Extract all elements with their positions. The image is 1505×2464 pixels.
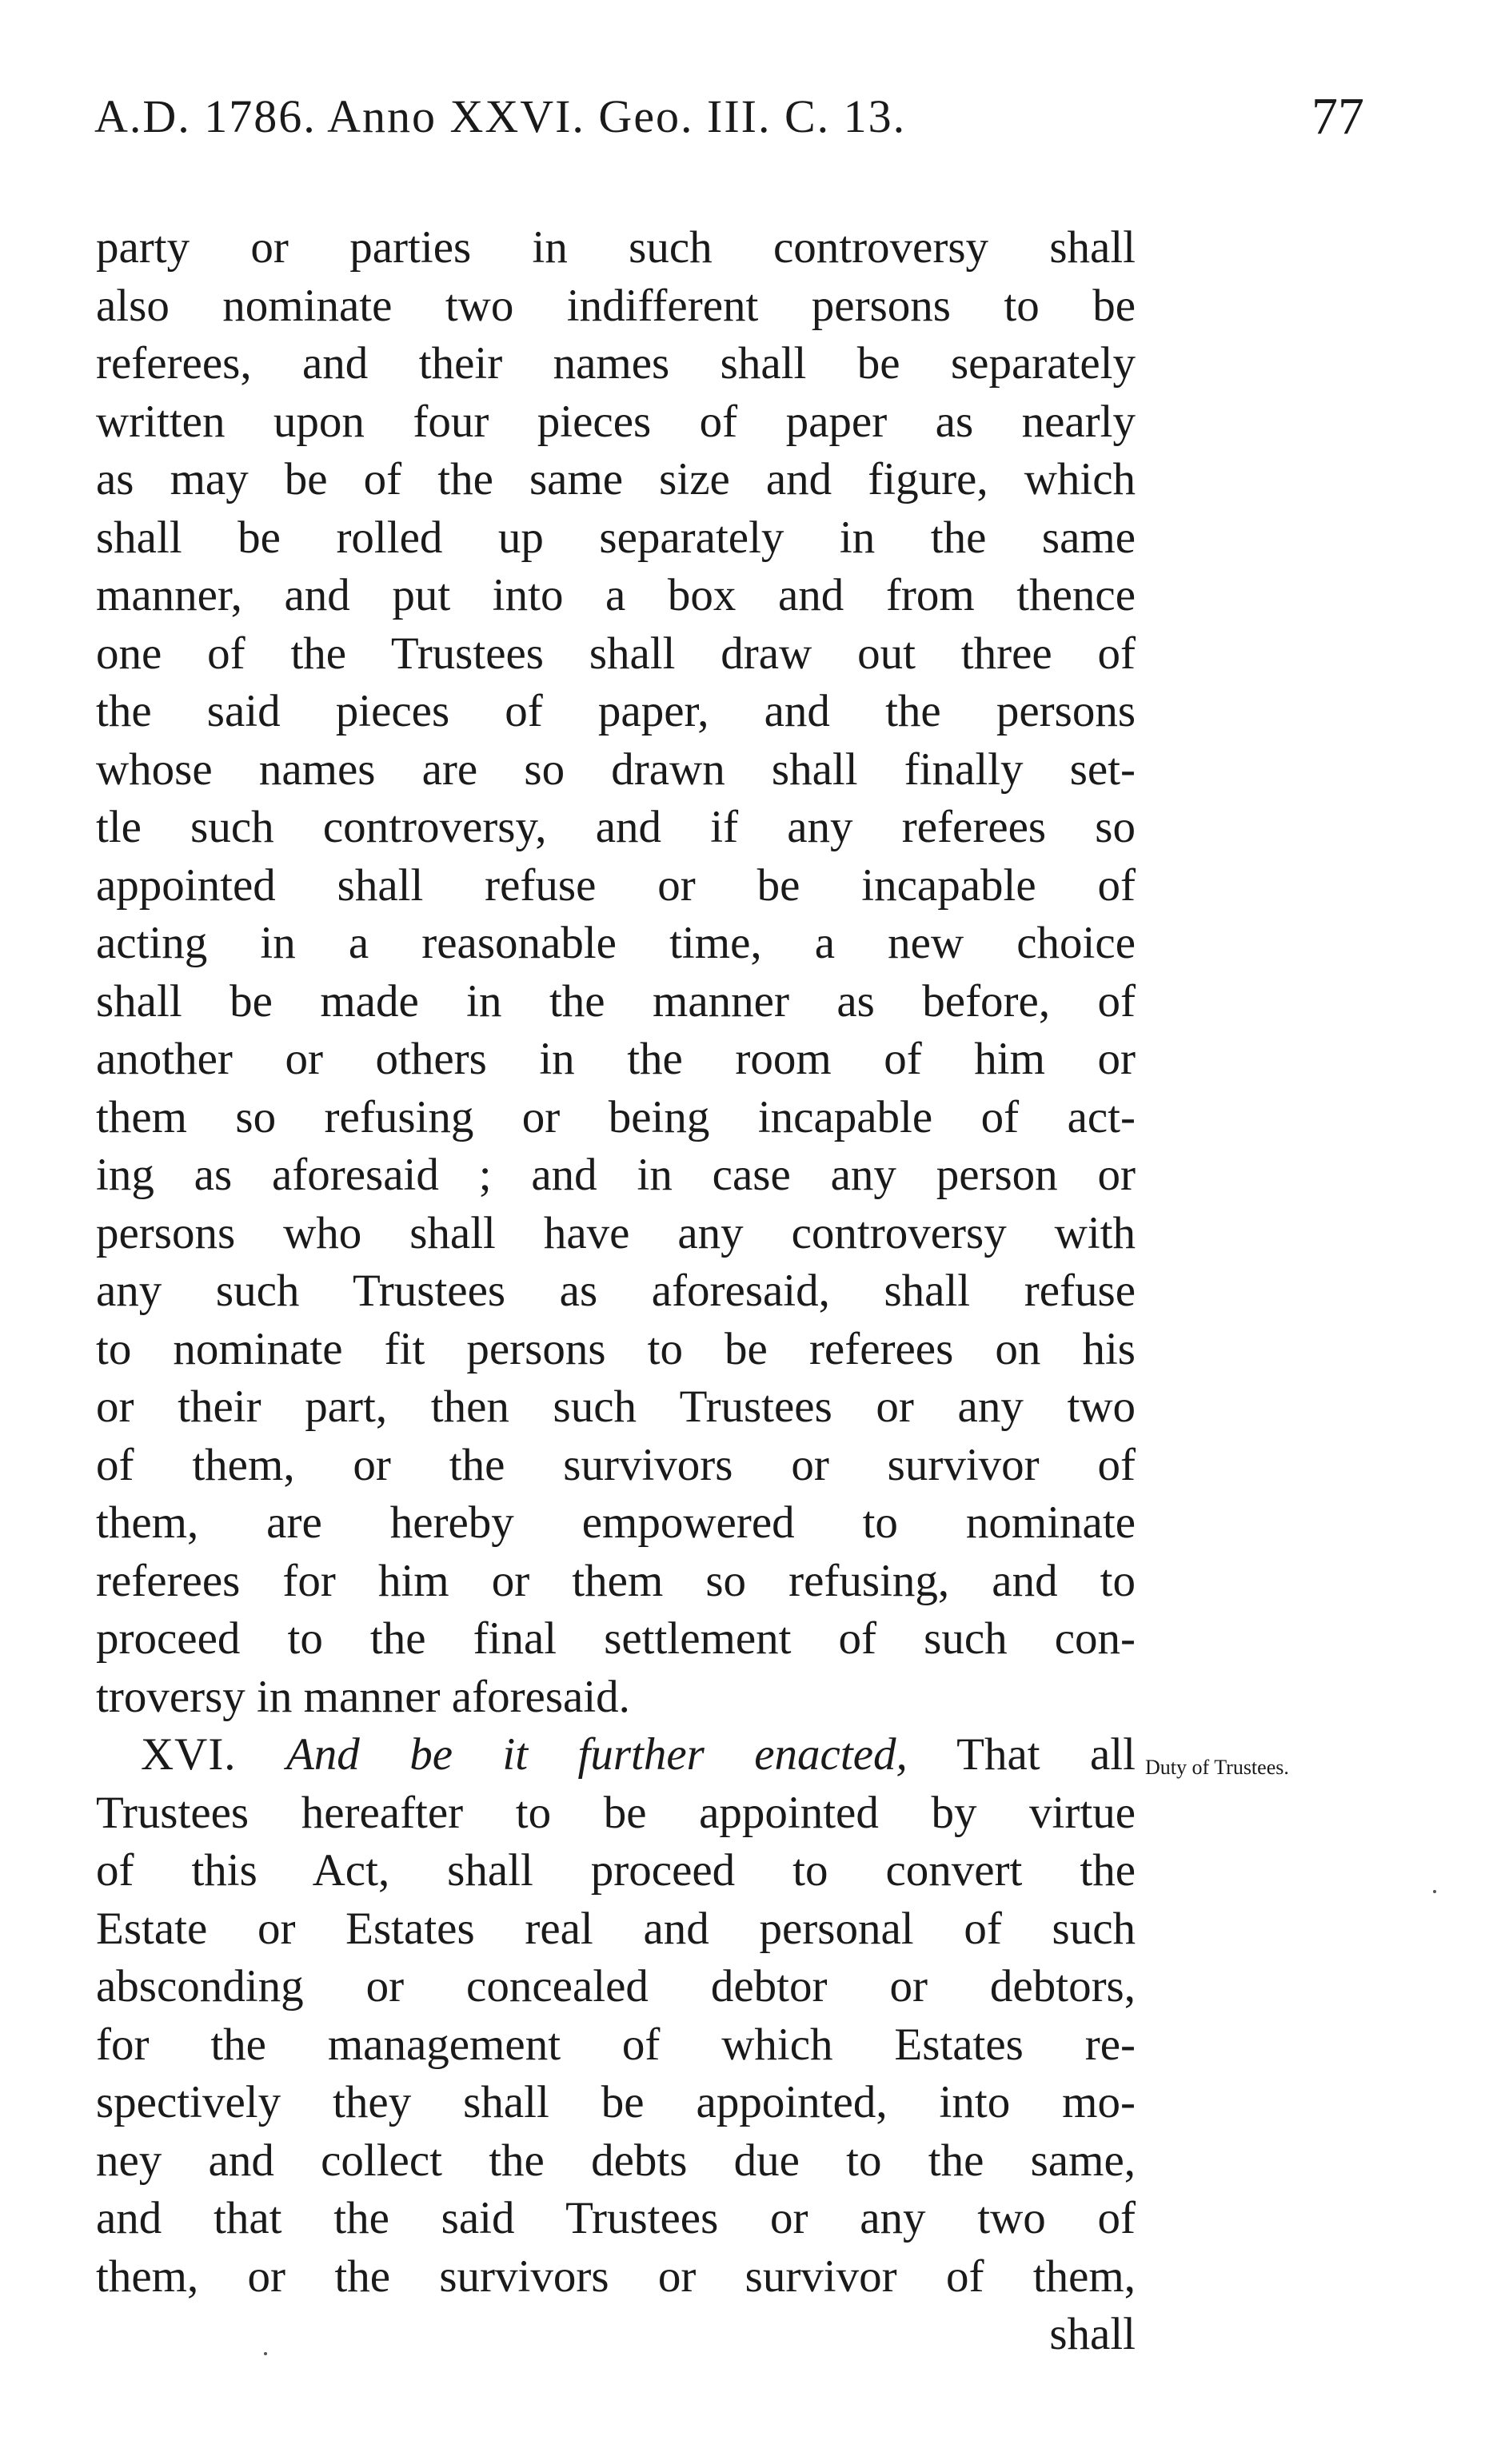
text-line: them, are hereby empowered to nominate (96, 1497, 1136, 1548)
text-line: them, or the survivors or survivor of them, (96, 2251, 1136, 2302)
text-line: Trustees hereafter to be appointed by virtue (96, 1787, 1136, 1838)
text-line: referees, and their names shall be separately (96, 338, 1136, 389)
text-line: and that the said Trustees or any two of (96, 2193, 1136, 2243)
catchword: shall (1049, 2309, 1136, 2359)
text-line: also nominate two indifferent persons to be (96, 280, 1136, 331)
text-line: any such Trustees as aforesaid, shall refuse (96, 1266, 1136, 1316)
text-line: manner, and put into a box and from thence (96, 570, 1136, 620)
text-line: tle such controversy, and if any referees so (96, 802, 1136, 852)
text-line: them so refusing or being incapable of act- (96, 1091, 1136, 1142)
text-line: acting in a reasonable time, a new choice (96, 918, 1136, 968)
page-number: 77 (1311, 87, 1364, 146)
text-line: party or parties in such controversy shall (96, 222, 1136, 273)
text-line: ing as aforesaid ; and in case any person or (96, 1150, 1136, 1200)
text-line: one of the Trustees shall draw out three of (96, 628, 1136, 679)
text-line: persons who shall have any controversy with (96, 1207, 1136, 1258)
ink-speck (1433, 1890, 1436, 1893)
text-line: as may be of the same size and figure, which (96, 454, 1136, 504)
text-line: spectively they shall be appointed, into mo- (96, 2077, 1136, 2127)
text-line: whose names are so drawn shall finally set- (96, 744, 1136, 795)
running-head: A.D. 1786. Anno XXVI. Geo. III. C. 13. (94, 90, 907, 142)
text-line: proceed to the final settlement of such con- (96, 1613, 1136, 1664)
text-line: the said pieces of paper, and the persons (96, 686, 1136, 736)
section-first-line-rest: That all (956, 1729, 1136, 1780)
ink-speck (264, 2352, 267, 2355)
body-text (96, 219, 1136, 2364)
text-line: another or others in the room of him or (96, 1034, 1136, 1084)
section-heading-line (96, 1726, 1136, 1784)
text-line: for the management of which Estates re- (96, 2019, 1136, 2070)
text-line: ney and collect the debts due to the same, (96, 2135, 1136, 2186)
paragraph-last-line: troversy in manner aforesaid. (96, 1671, 630, 1722)
text-line: written upon four pieces of paper as nearly (96, 396, 1136, 447)
text-line: shall be rolled up separately in the same (96, 512, 1136, 563)
text-line: shall be made in the manner as before, of (96, 975, 1136, 1027)
text-line: appointed shall refuse or be incapable of (96, 859, 1136, 911)
enacting-words: And be it further enacted, (285, 1729, 908, 1780)
text-line: or their part, then such Trustees or any two (96, 1382, 1136, 1432)
text-line: of this Act, shall proceed to convert the (96, 1845, 1136, 1896)
margin-note: Duty of Trustees. (1145, 1756, 1289, 1779)
text-line: absconding or concealed debtor or debtors, (96, 1961, 1136, 2011)
text-line: to nominate fit persons to be referees on his (96, 1323, 1136, 1374)
text-line: of them, or the survivors or survivor of (96, 1439, 1136, 1490)
text-line: referees for him or them so refusing, and to (96, 1555, 1136, 1606)
text-line: Estate or Estates real and personal of such (96, 1903, 1136, 1954)
section-number: XVI. (141, 1729, 237, 1780)
